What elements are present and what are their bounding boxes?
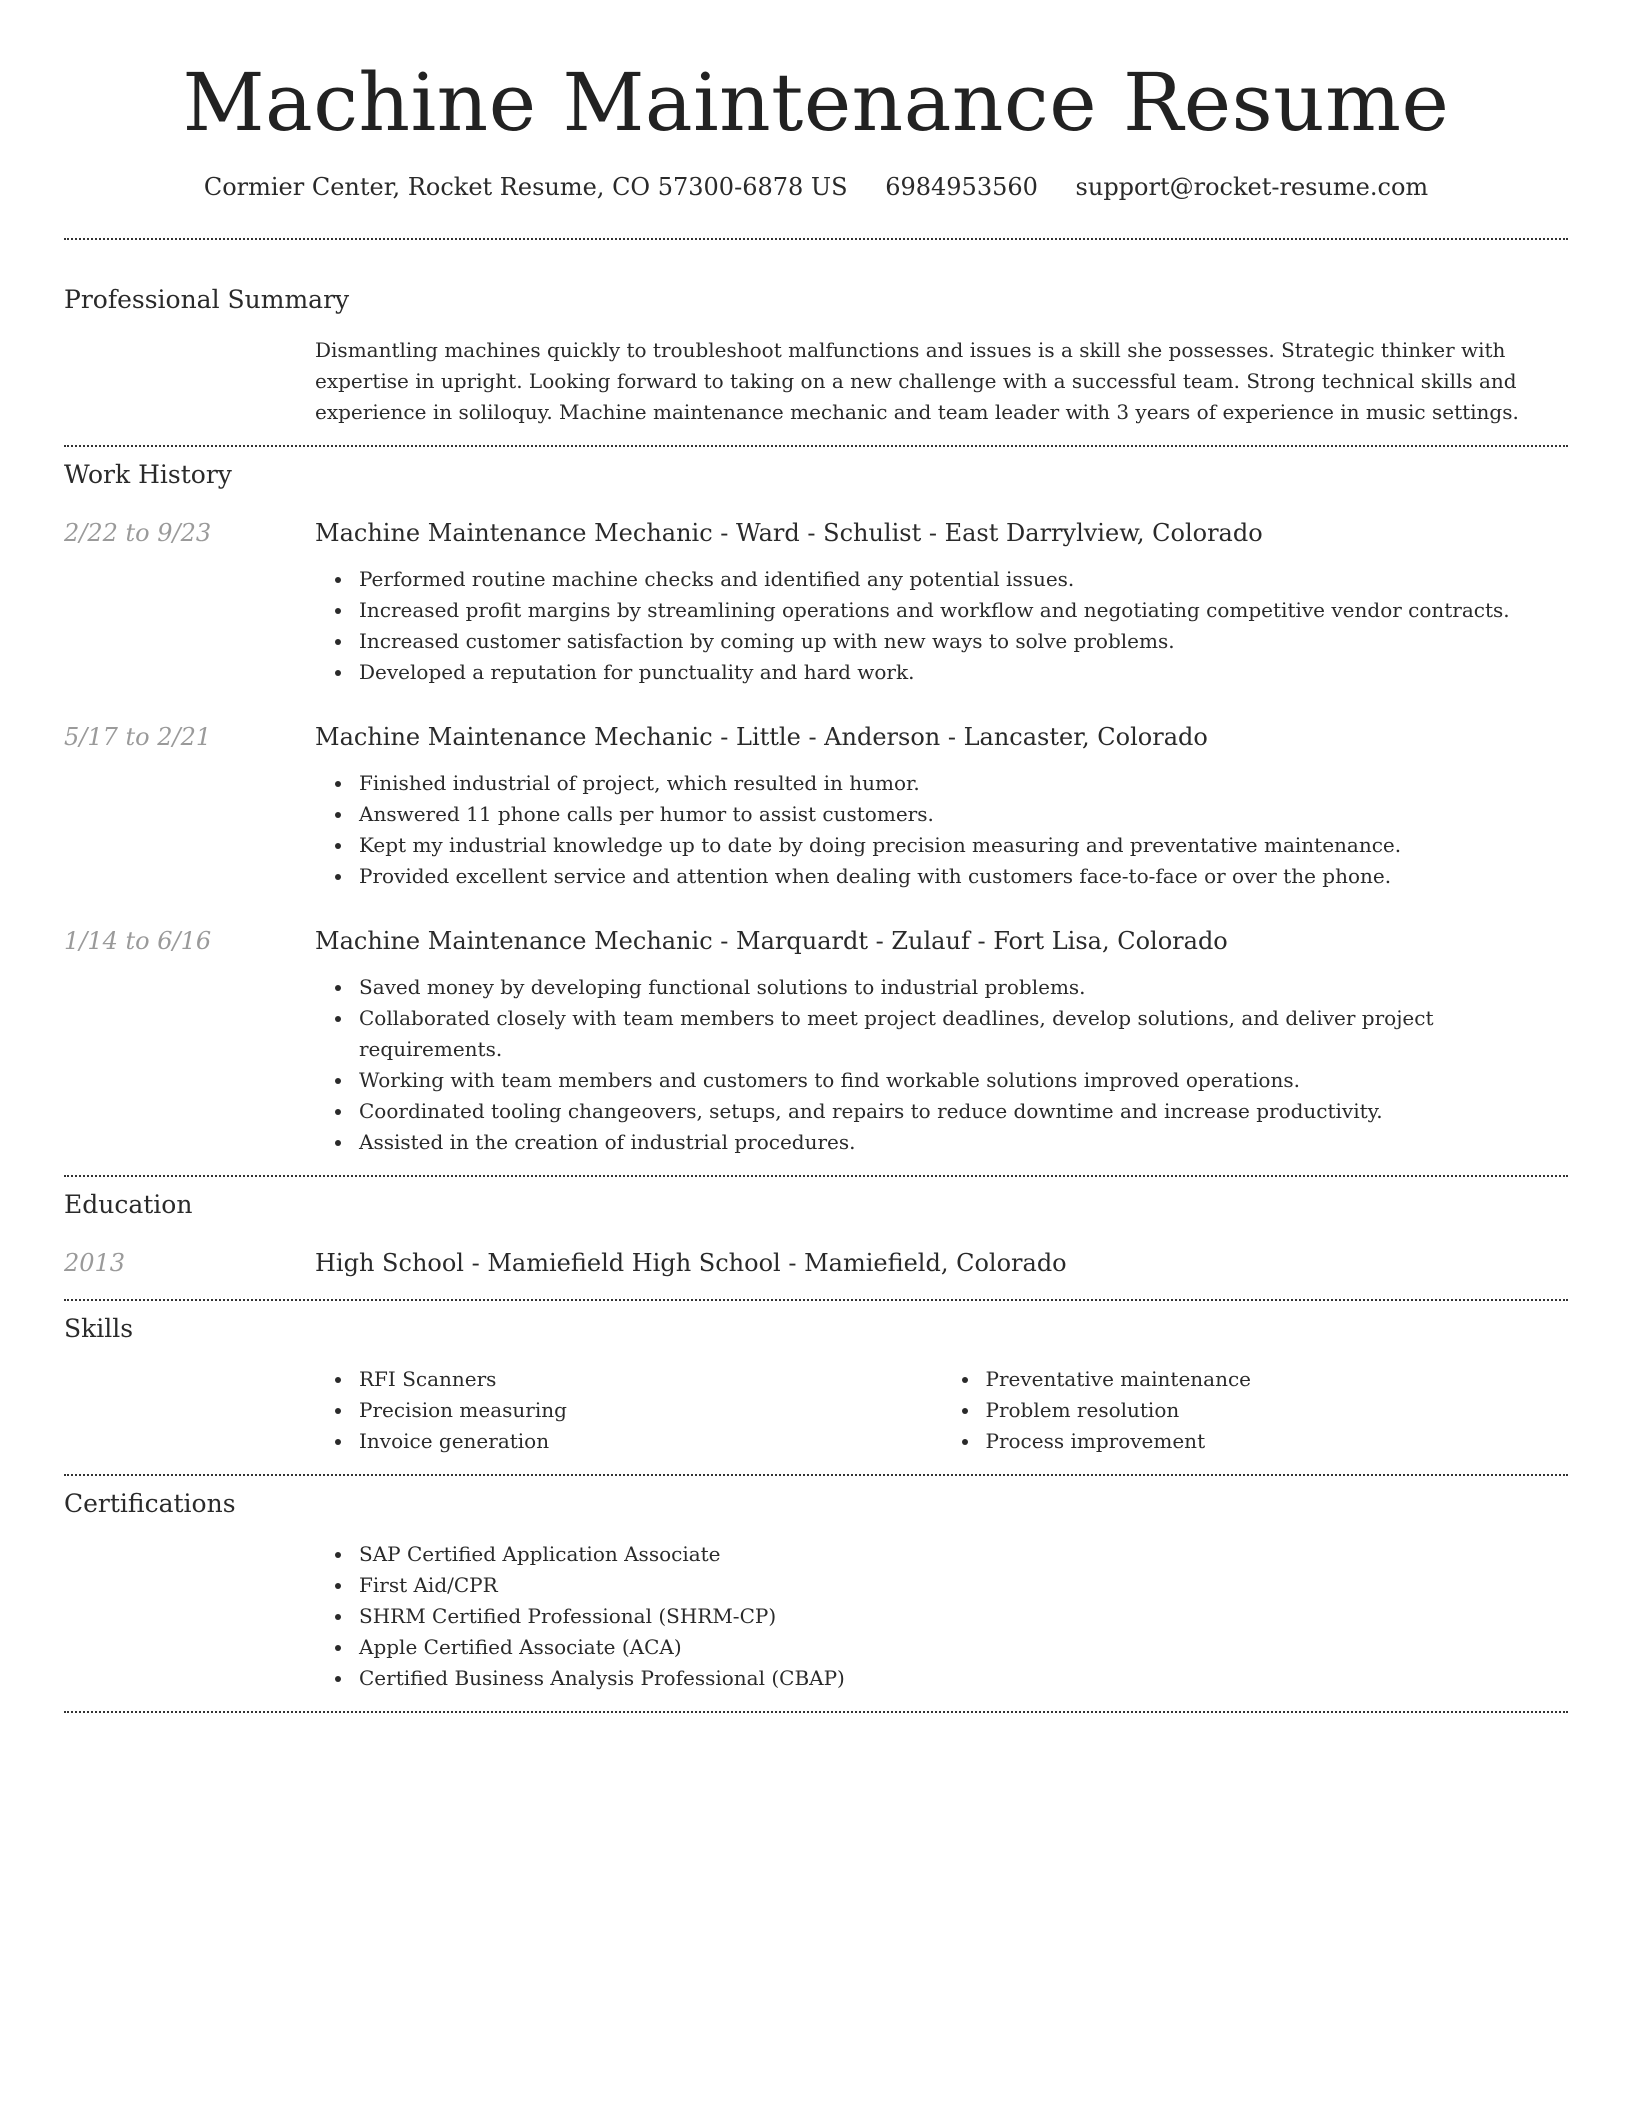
job-bullet: Developed a reputation for punctuality and hard work.	[359, 657, 1568, 688]
job-heading: Machine Maintenance Mechanic - Little - Anderson - Lancaster, Colorado	[315, 723, 1208, 751]
job-entry	[64, 924, 1568, 1158]
education-year: 2013	[64, 1249, 126, 1277]
job-bullet: Collaborated closely with team members to meet project deadlines, develop solutions, and deliver project requirements.	[359, 1003, 1568, 1065]
job-bullet: Increased customer satisfaction by coming up with new ways to solve problems.	[359, 626, 1568, 657]
job-heading: Machine Maintenance Mechanic - Marquardt - Zulauf - Fort Lisa, Colorado	[315, 927, 1228, 955]
job-bullets	[315, 972, 1568, 1158]
job-bullet: Answered 11 phone calls per humor to assist customers.	[359, 799, 1568, 830]
skills-list	[315, 1364, 1568, 1457]
job-bullet: Provided excellent service and attention when dealing with customers face-to-face or over the phone.	[359, 861, 1568, 892]
job-bullets	[315, 564, 1568, 688]
skills-column	[942, 1364, 1569, 1457]
summary-section-title: Professional Summary	[64, 285, 350, 314]
job-entry	[64, 516, 1568, 688]
skill-item: Problem resolution	[986, 1395, 1569, 1426]
certification-item: SHRM Certified Professional (SHRM-CP)	[359, 1601, 1568, 1632]
skills-section-title: Skills	[64, 1314, 134, 1343]
skill-item: Process improvement	[986, 1426, 1569, 1457]
certification-item: First Aid/CPR	[359, 1570, 1568, 1601]
job-bullets	[315, 768, 1568, 892]
contact-phone: 6984953560	[885, 173, 1038, 201]
section-divider	[64, 1474, 1568, 1476]
job-heading: Machine Maintenance Mechanic - Ward - Schulist - East Darrylview, Colorado	[315, 519, 1263, 547]
job-bullet: Working with team members and customers to find workable solutions improved operations.	[359, 1065, 1568, 1096]
job-bullet: Performed routine machine checks and identified any potential issues.	[359, 564, 1568, 595]
job-bullet: Coordinated tooling changeovers, setups, and repairs to reduce downtime and increase productivity.	[359, 1096, 1568, 1127]
education-entry	[64, 1246, 1568, 1280]
job-dates: 5/17 to 2/21	[64, 723, 212, 751]
section-divider	[64, 238, 1568, 240]
section-divider	[64, 1299, 1568, 1301]
section-divider	[64, 1711, 1568, 1713]
contact-email: support@rocket-resume.com	[1075, 173, 1429, 201]
skill-item: Precision measuring	[359, 1395, 942, 1426]
certifications-section-title: Certifications	[64, 1489, 236, 1518]
skill-item: Invoice generation	[359, 1426, 942, 1457]
section-divider	[64, 445, 1568, 447]
job-entry	[64, 720, 1568, 892]
job-bullet: Assisted in the creation of industrial procedures.	[359, 1127, 1568, 1158]
job-bullet: Kept my industrial knowledge up to date by doing precision measuring and preventative maintenance.	[359, 830, 1568, 861]
job-bullet: Saved money by developing functional solutions to industrial problems.	[359, 972, 1568, 1003]
skill-item: RFI Scanners	[359, 1364, 942, 1395]
job-bullet: Finished industrial of project, which resulted in humor.	[359, 768, 1568, 799]
certifications-list	[315, 1539, 1568, 1694]
education-section-title: Education	[64, 1190, 193, 1219]
work-history-section-title: Work History	[64, 460, 232, 489]
contact-address: Cormier Center, Rocket Resume, CO 57300-6878 US	[203, 173, 848, 201]
summary-body	[315, 335, 1568, 428]
resume-page	[64, 0, 1568, 1713]
certification-item: Certified Business Analysis Professional (CBAP)	[359, 1663, 1568, 1694]
skill-item: Preventative maintenance	[986, 1364, 1569, 1395]
summary-text: Dismantling machines quickly to troubleshoot malfunctions and issues is a skill she possesses. Strategic thinker with expertise in upright. Looking forward to taking on a new challenge with a successful team. Strong technical skills and experience in soliloquy. Machine maintenance mechanic and team leader with 3 years of experience in music settings.	[315, 338, 1519, 424]
certification-item: SAP Certified Application Associate	[359, 1539, 1568, 1570]
education-heading: High School - Mamiefield High School - Mamiefield, Colorado	[315, 1249, 1067, 1277]
resume-title: Machine Maintenance Resume	[182, 56, 1450, 149]
certification-item: Apple Certified Associate (ACA)	[359, 1632, 1568, 1663]
section-divider	[64, 1175, 1568, 1177]
job-dates: 1/14 to 6/16	[64, 927, 212, 955]
contact-line	[64, 170, 1568, 204]
skills-column	[315, 1364, 942, 1457]
job-dates: 2/22 to 9/23	[64, 519, 212, 547]
job-bullet: Increased profit margins by streamlining operations and workflow and negotiating competitive vendor contracts.	[359, 595, 1568, 626]
